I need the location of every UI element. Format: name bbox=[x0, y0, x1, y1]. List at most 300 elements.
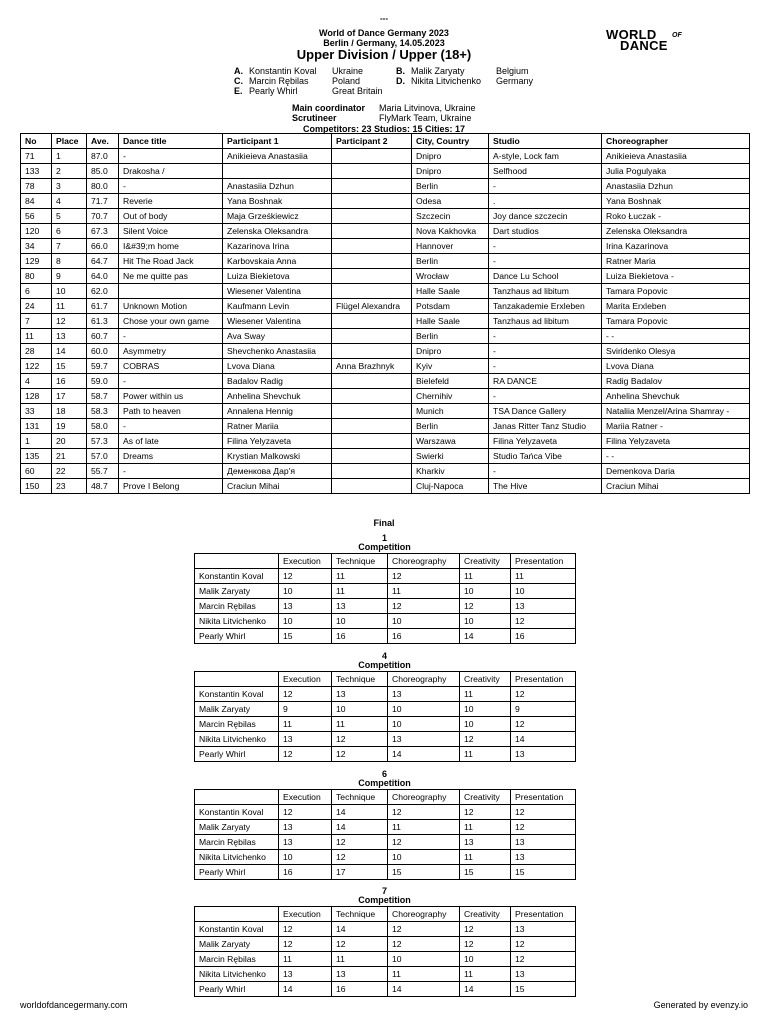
table-cell: Wiesener Valentina bbox=[223, 284, 332, 299]
score-cell: 11 bbox=[460, 747, 511, 762]
score-row bbox=[195, 569, 576, 584]
table-cell: - bbox=[489, 179, 602, 194]
competitor-counts: Competitors: 23 Studios: 15 Cities: 17 bbox=[302, 124, 466, 134]
header-dash: --- bbox=[380, 14, 388, 23]
judge-e bbox=[234, 86, 243, 96]
table-cell: Asymmetry bbox=[119, 344, 223, 359]
score-cell: 13 bbox=[511, 850, 576, 865]
table-cell bbox=[332, 149, 412, 164]
judge-letter: A. bbox=[234, 66, 243, 76]
score-cell: 12 bbox=[279, 922, 332, 937]
table-cell: Swierki bbox=[412, 449, 489, 464]
score-cell: 12 bbox=[511, 687, 576, 702]
table-cell: Demenkova Daria bbox=[602, 464, 750, 479]
table-cell: 66.0 bbox=[87, 239, 119, 254]
table-cell: 131 bbox=[21, 419, 52, 434]
score-cell: 12 bbox=[388, 805, 460, 820]
score-column-header bbox=[195, 672, 279, 687]
score-cell: 15 bbox=[388, 865, 460, 880]
column-header: Dance title bbox=[119, 134, 223, 149]
judge-country: Great Britain bbox=[332, 86, 383, 96]
table-cell: Wrocław bbox=[412, 269, 489, 284]
competition-number: 7 bbox=[381, 886, 387, 896]
table-cell: Marita Erxleben bbox=[602, 299, 750, 314]
column-header: Place bbox=[52, 134, 87, 149]
score-column-header bbox=[195, 554, 279, 569]
score-cell: 10 bbox=[388, 702, 460, 717]
column-header: City, Country bbox=[412, 134, 489, 149]
table-cell: A-style, Lock fam bbox=[489, 149, 602, 164]
table-row bbox=[21, 194, 750, 209]
table-cell: Hit The Road Jack bbox=[119, 254, 223, 269]
score-cell: 11 bbox=[388, 967, 460, 982]
table-cell: Anikieieva Anastasiia bbox=[602, 149, 750, 164]
table-cell: Dnipro bbox=[412, 149, 489, 164]
judge-country: Ukraine bbox=[332, 66, 364, 76]
table-cell: Unknown Motion bbox=[119, 299, 223, 314]
score-cell: 10 bbox=[388, 614, 460, 629]
table-cell: 11 bbox=[21, 329, 52, 344]
table-cell: 85.0 bbox=[87, 164, 119, 179]
table-cell: Tanzhaus ad libitum bbox=[489, 284, 602, 299]
table-cell: 11 bbox=[52, 299, 87, 314]
table-cell: Kazarinova Irina bbox=[223, 239, 332, 254]
table-cell bbox=[332, 389, 412, 404]
table-cell: 1 bbox=[52, 149, 87, 164]
table-row bbox=[21, 449, 750, 464]
judge-name-cell: Marcin Rębilas bbox=[195, 717, 279, 732]
table-cell: 16 bbox=[52, 374, 87, 389]
table-cell bbox=[332, 449, 412, 464]
score-cell: 10 bbox=[460, 614, 511, 629]
score-column-header: Execution bbox=[279, 554, 332, 569]
table-cell: Luiza Biekietova bbox=[223, 269, 332, 284]
division-title: Upper Division / Upper (18+) bbox=[296, 47, 472, 62]
score-column-header: Choreography bbox=[388, 907, 460, 922]
table-cell: - bbox=[489, 389, 602, 404]
score-column-header: Choreography bbox=[388, 554, 460, 569]
score-cell: 11 bbox=[332, 952, 388, 967]
table-cell: Luiza Biekietova - bbox=[602, 269, 750, 284]
table-cell: Tanzhaus ad libitum bbox=[489, 314, 602, 329]
score-cell: 16 bbox=[332, 629, 388, 644]
table-cell: 80.0 bbox=[87, 179, 119, 194]
judge-name-cell: Konstantin Koval bbox=[195, 569, 279, 584]
table-cell: Potsdam bbox=[412, 299, 489, 314]
score-cell: 12 bbox=[332, 937, 388, 952]
table-cell: 28 bbox=[21, 344, 52, 359]
results-table bbox=[20, 133, 750, 494]
table-row bbox=[21, 149, 750, 164]
score-column-header: Execution bbox=[279, 790, 332, 805]
table-row bbox=[21, 254, 750, 269]
score-cell: 10 bbox=[511, 584, 576, 599]
table-cell: Anikieieva Anastasiia bbox=[223, 149, 332, 164]
table-cell: Anhelina Shevchuk bbox=[602, 389, 750, 404]
table-cell: Berlin bbox=[412, 419, 489, 434]
table-cell: COBRAS bbox=[119, 359, 223, 374]
table-cell: 61.7 bbox=[87, 299, 119, 314]
table-cell: 78 bbox=[21, 179, 52, 194]
table-cell: The Hive bbox=[489, 479, 602, 494]
table-cell: Dart studios bbox=[489, 224, 602, 239]
score-cell: 11 bbox=[460, 820, 511, 835]
table-cell: Filina Yelyzaveta bbox=[602, 434, 750, 449]
score-cell: 11 bbox=[511, 569, 576, 584]
judge-name-cell: Marcin Rębilas bbox=[195, 835, 279, 850]
judge-name-cell: Malik Zaryaty bbox=[195, 937, 279, 952]
table-cell: 19 bbox=[52, 419, 87, 434]
judge-name: Malik Zaryaty bbox=[411, 66, 465, 76]
table-row bbox=[21, 434, 750, 449]
score-cell: 12 bbox=[511, 717, 576, 732]
table-cell: - bbox=[119, 329, 223, 344]
score-row bbox=[195, 982, 576, 997]
table-cell: 122 bbox=[21, 359, 52, 374]
table-cell: Halle Saale bbox=[412, 284, 489, 299]
score-column-header bbox=[195, 907, 279, 922]
table-cell: 14 bbox=[52, 344, 87, 359]
results-header-row bbox=[21, 134, 750, 149]
judge-c bbox=[234, 76, 243, 86]
table-cell: 135 bbox=[21, 449, 52, 464]
table-cell: Nova Kakhovka bbox=[412, 224, 489, 239]
table-cell: Anastasiia Dzhun bbox=[223, 179, 332, 194]
score-cell: 12 bbox=[511, 937, 576, 952]
score-cell: 13 bbox=[388, 732, 460, 747]
table-cell bbox=[332, 344, 412, 359]
table-cell: 128 bbox=[21, 389, 52, 404]
table-cell: 8 bbox=[52, 254, 87, 269]
table-cell: Munich bbox=[412, 404, 489, 419]
table-cell: 80 bbox=[21, 269, 52, 284]
table-cell: Craciun Mihai bbox=[223, 479, 332, 494]
table-cell: Warszawa bbox=[412, 434, 489, 449]
score-row bbox=[195, 835, 576, 850]
table-cell: Hannover bbox=[412, 239, 489, 254]
judge-letter: C. bbox=[234, 76, 243, 86]
score-cell: 12 bbox=[332, 732, 388, 747]
table-cell: 2 bbox=[52, 164, 87, 179]
column-header: No bbox=[21, 134, 52, 149]
table-cell bbox=[332, 269, 412, 284]
score-cell: 14 bbox=[460, 629, 511, 644]
judge-name-cell: Nikita Litvichenko bbox=[195, 614, 279, 629]
score-cell: 11 bbox=[460, 967, 511, 982]
score-cell: 13 bbox=[279, 820, 332, 835]
table-cell: 3 bbox=[52, 179, 87, 194]
score-cell: 12 bbox=[460, 805, 511, 820]
score-column-header: Creativity bbox=[460, 554, 511, 569]
score-cell: 10 bbox=[460, 952, 511, 967]
table-cell: Dnipro bbox=[412, 344, 489, 359]
table-cell: 4 bbox=[21, 374, 52, 389]
score-cell: 12 bbox=[332, 850, 388, 865]
competition-block bbox=[194, 652, 575, 762]
table-cell: Anastasiia Dzhun bbox=[602, 179, 750, 194]
column-header: Ave. bbox=[87, 134, 119, 149]
table-cell: Shevchenko Anastasiia bbox=[223, 344, 332, 359]
table-cell: 9 bbox=[52, 269, 87, 284]
score-cell: 12 bbox=[332, 747, 388, 762]
table-cell: Annalena Hennig bbox=[223, 404, 332, 419]
score-row bbox=[195, 717, 576, 732]
table-cell: Joy dance szczecin bbox=[489, 209, 602, 224]
table-cell: Dreams bbox=[119, 449, 223, 464]
table-cell: Krystian Malkowski bbox=[223, 449, 332, 464]
score-cell: 11 bbox=[460, 687, 511, 702]
table-cell: Kyiv bbox=[412, 359, 489, 374]
table-cell: Nataliia Menzel/Arina Shamray - bbox=[602, 404, 750, 419]
table-cell: 18 bbox=[52, 404, 87, 419]
table-cell: 58.3 bbox=[87, 404, 119, 419]
table-cell: 58.7 bbox=[87, 389, 119, 404]
table-cell: Деменкова Дар'я bbox=[223, 464, 332, 479]
score-cell: 12 bbox=[460, 937, 511, 952]
score-cell: 16 bbox=[279, 865, 332, 880]
score-table bbox=[194, 906, 576, 997]
table-cell: 15 bbox=[52, 359, 87, 374]
score-cell: 10 bbox=[332, 702, 388, 717]
score-row bbox=[195, 702, 576, 717]
table-cell bbox=[332, 254, 412, 269]
table-cell: 22 bbox=[52, 464, 87, 479]
table-cell: 133 bbox=[21, 164, 52, 179]
table-cell bbox=[332, 179, 412, 194]
table-cell: Maja Grześkiewicz bbox=[223, 209, 332, 224]
table-cell: Tamara Popovic bbox=[602, 284, 750, 299]
table-cell: Path to heaven bbox=[119, 404, 223, 419]
table-cell: 150 bbox=[21, 479, 52, 494]
table-cell: - bbox=[489, 239, 602, 254]
score-cell: 13 bbox=[460, 835, 511, 850]
table-cell: Filina Yelyzaveta bbox=[489, 434, 602, 449]
score-cell: 12 bbox=[332, 835, 388, 850]
table-cell: 21 bbox=[52, 449, 87, 464]
score-cell: 12 bbox=[279, 937, 332, 952]
judge-letter: D. bbox=[396, 76, 405, 86]
table-cell: Roko Łuczak - bbox=[602, 209, 750, 224]
judge-name-cell: Nikita Litvichenko bbox=[195, 850, 279, 865]
score-row bbox=[195, 922, 576, 937]
column-header: Choreographer bbox=[602, 134, 750, 149]
score-cell: 13 bbox=[332, 599, 388, 614]
score-cell: 16 bbox=[388, 629, 460, 644]
judge-name-cell: Konstantin Koval bbox=[195, 687, 279, 702]
table-cell: Selfhood bbox=[489, 164, 602, 179]
score-cell: 15 bbox=[279, 629, 332, 644]
table-cell: Wiesener Valentina bbox=[223, 314, 332, 329]
competition-block bbox=[194, 887, 575, 997]
score-cell: 13 bbox=[279, 599, 332, 614]
score-column-header bbox=[195, 790, 279, 805]
score-cell: 11 bbox=[460, 569, 511, 584]
table-row bbox=[21, 299, 750, 314]
table-cell: Silent Voice bbox=[119, 224, 223, 239]
score-cell: 12 bbox=[511, 614, 576, 629]
table-cell bbox=[119, 284, 223, 299]
table-cell: Tanzakademie Erxleben bbox=[489, 299, 602, 314]
table-cell: - bbox=[119, 419, 223, 434]
score-header-row bbox=[195, 672, 576, 687]
table-cell: 6 bbox=[21, 284, 52, 299]
table-cell: As of late bbox=[119, 434, 223, 449]
table-row bbox=[21, 269, 750, 284]
competition-number: 4 bbox=[381, 651, 387, 661]
score-row bbox=[195, 967, 576, 982]
score-row bbox=[195, 747, 576, 762]
table-cell: 5 bbox=[52, 209, 87, 224]
table-cell: 7 bbox=[21, 314, 52, 329]
logo-word-dance: DANCE bbox=[620, 38, 668, 53]
table-cell bbox=[332, 209, 412, 224]
table-cell: 87.0 bbox=[87, 149, 119, 164]
score-column-header: Technique bbox=[332, 790, 388, 805]
score-cell: 12 bbox=[279, 805, 332, 820]
table-cell bbox=[332, 239, 412, 254]
table-row bbox=[21, 284, 750, 299]
score-cell: 17 bbox=[332, 865, 388, 880]
competition-number: 1 bbox=[381, 533, 387, 543]
judge-letter: B. bbox=[396, 66, 405, 76]
table-cell: Anna Brazhnyk bbox=[332, 359, 412, 374]
score-column-header: Technique bbox=[332, 554, 388, 569]
score-cell: 12 bbox=[388, 937, 460, 952]
table-row bbox=[21, 479, 750, 494]
table-cell: - bbox=[489, 359, 602, 374]
score-cell: 13 bbox=[279, 732, 332, 747]
score-row bbox=[195, 952, 576, 967]
table-cell: 57.3 bbox=[87, 434, 119, 449]
footer-website: worldofdancegermany.com bbox=[20, 1000, 128, 1010]
score-row bbox=[195, 629, 576, 644]
score-cell: 10 bbox=[279, 850, 332, 865]
table-row bbox=[21, 179, 750, 194]
score-cell: 10 bbox=[460, 702, 511, 717]
score-column-header: Creativity bbox=[460, 790, 511, 805]
judge-name-cell: Pearly Whirl bbox=[195, 747, 279, 762]
score-cell: 14 bbox=[332, 820, 388, 835]
table-cell bbox=[332, 164, 412, 179]
score-cell: 12 bbox=[460, 922, 511, 937]
judge-name: Pearly Whirl bbox=[249, 86, 298, 96]
world-of-dance-logo bbox=[606, 28, 690, 52]
competition-number: 6 bbox=[381, 769, 387, 779]
table-cell: Power within us bbox=[119, 389, 223, 404]
competition-label: Competition bbox=[358, 542, 411, 552]
score-row bbox=[195, 820, 576, 835]
table-cell bbox=[332, 404, 412, 419]
score-cell: 14 bbox=[511, 732, 576, 747]
score-cell: 11 bbox=[332, 717, 388, 732]
score-cell: 10 bbox=[388, 717, 460, 732]
table-row bbox=[21, 239, 750, 254]
table-cell: Out of body bbox=[119, 209, 223, 224]
score-cell: 12 bbox=[279, 687, 332, 702]
scrutineer-value: FlyMark Team, Ukraine bbox=[379, 113, 472, 123]
table-cell: 64.0 bbox=[87, 269, 119, 284]
score-header-row bbox=[195, 554, 576, 569]
score-cell: 13 bbox=[279, 835, 332, 850]
table-cell: RA DANCE bbox=[489, 374, 602, 389]
table-cell: Kaufmann Levin bbox=[223, 299, 332, 314]
table-cell: Filina Yelyzaveta bbox=[223, 434, 332, 449]
table-cell: 23 bbox=[52, 479, 87, 494]
score-cell: 12 bbox=[460, 732, 511, 747]
table-row bbox=[21, 164, 750, 179]
score-cell: 9 bbox=[511, 702, 576, 717]
competition-label: Competition bbox=[358, 660, 411, 670]
table-cell bbox=[332, 194, 412, 209]
coordinator-label: Main coordinator bbox=[292, 103, 366, 113]
table-cell: Karbovskaia Anna bbox=[223, 254, 332, 269]
table-cell: - bbox=[489, 254, 602, 269]
score-cell: 13 bbox=[511, 599, 576, 614]
table-cell: I&#39;m home bbox=[119, 239, 223, 254]
score-column-header: Choreography bbox=[388, 672, 460, 687]
table-cell: - bbox=[489, 464, 602, 479]
judge-name-cell: Malik Zaryaty bbox=[195, 702, 279, 717]
table-row bbox=[21, 224, 750, 239]
table-cell: Radig Badalov bbox=[602, 374, 750, 389]
judge-name-cell: Pearly Whirl bbox=[195, 629, 279, 644]
table-cell: 71 bbox=[21, 149, 52, 164]
table-cell: Szczecin bbox=[412, 209, 489, 224]
score-cell: 14 bbox=[460, 982, 511, 997]
score-cell: 12 bbox=[511, 820, 576, 835]
table-cell: Mariia Ratner - bbox=[602, 419, 750, 434]
table-cell: Tamara Popovic bbox=[602, 314, 750, 329]
competition-label: Competition bbox=[358, 778, 411, 788]
score-cell: 12 bbox=[388, 922, 460, 937]
score-column-header: Presentation bbox=[511, 554, 576, 569]
score-column-header: Technique bbox=[332, 907, 388, 922]
score-column-header: Execution bbox=[279, 672, 332, 687]
score-cell: 9 bbox=[279, 702, 332, 717]
table-cell: 13 bbox=[52, 329, 87, 344]
judge-name-cell: Nikita Litvichenko bbox=[195, 967, 279, 982]
table-cell: 67.3 bbox=[87, 224, 119, 239]
table-cell: 4 bbox=[52, 194, 87, 209]
score-column-header: Choreography bbox=[388, 790, 460, 805]
score-table bbox=[194, 671, 576, 762]
score-row bbox=[195, 805, 576, 820]
table-row bbox=[21, 464, 750, 479]
score-cell: 13 bbox=[511, 835, 576, 850]
score-cell: 14 bbox=[332, 922, 388, 937]
table-cell: 60 bbox=[21, 464, 52, 479]
score-cell: 12 bbox=[279, 569, 332, 584]
score-cell: 10 bbox=[388, 952, 460, 967]
judge-name-cell: Malik Zaryaty bbox=[195, 584, 279, 599]
score-cell: 13 bbox=[279, 967, 332, 982]
judge-name: Marcin Rębilas bbox=[249, 76, 309, 86]
table-cell: - bbox=[489, 329, 602, 344]
score-cell: 11 bbox=[332, 569, 388, 584]
table-cell: 84 bbox=[21, 194, 52, 209]
score-cell: 12 bbox=[511, 805, 576, 820]
score-cell: 12 bbox=[388, 599, 460, 614]
table-cell: Craciun Mihai bbox=[602, 479, 750, 494]
table-cell bbox=[332, 434, 412, 449]
table-cell: Dance Lu School bbox=[489, 269, 602, 284]
table-cell: 20 bbox=[52, 434, 87, 449]
judge-name-cell: Konstantin Koval bbox=[195, 805, 279, 820]
score-cell: 14 bbox=[388, 747, 460, 762]
score-column-header: Creativity bbox=[460, 907, 511, 922]
coordinator-value: Maria Litvinova, Ukraine bbox=[379, 103, 476, 113]
score-cell: 11 bbox=[388, 820, 460, 835]
